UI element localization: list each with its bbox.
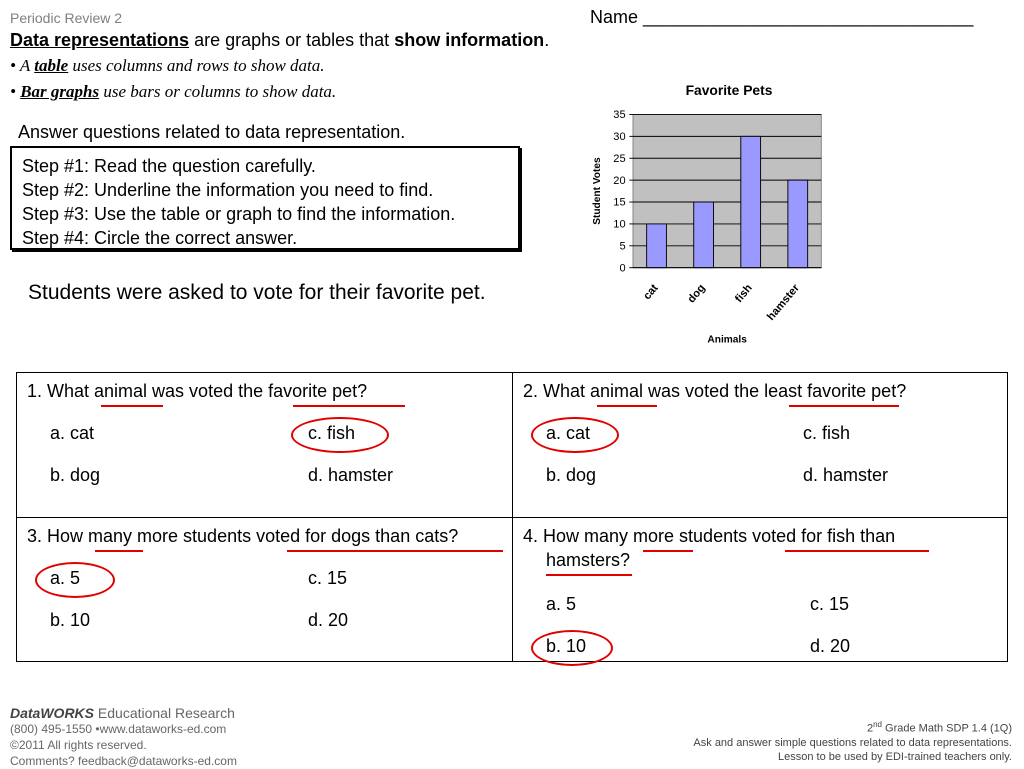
bullet-table bbox=[10, 56, 325, 76]
y-tick-label: 10 bbox=[613, 218, 626, 231]
chart-title: Favorite Pets bbox=[685, 82, 773, 99]
q1-option-c[interactable]: c. fish bbox=[308, 423, 356, 443]
bar-dog bbox=[694, 202, 714, 268]
y-tick-label: 0 bbox=[619, 262, 626, 275]
q4-option-b[interactable]: b. 10 bbox=[546, 636, 587, 656]
q2-option-d[interactable]: d. hamster bbox=[803, 465, 889, 485]
bar-fish bbox=[741, 136, 761, 267]
prompt: Students were asked to vote for their favorite pet. bbox=[28, 281, 486, 304]
instruction: Answer questions related to data representation. bbox=[18, 122, 406, 142]
bullet-prefix: • A bbox=[10, 56, 35, 75]
answer-circle bbox=[531, 630, 613, 666]
x-tick-label: fish bbox=[732, 282, 755, 305]
q3-option-a[interactable]: a. 5 bbox=[50, 568, 81, 588]
underline-mark bbox=[101, 405, 163, 407]
underline-mark bbox=[643, 550, 693, 552]
bullet-text: uses columns and rows to show data. bbox=[68, 56, 325, 75]
brand-name: DataWORKS bbox=[10, 705, 95, 721]
definition-term: Data representations bbox=[10, 30, 190, 50]
name-label: Name bbox=[590, 7, 639, 27]
bullet-term: Bar graphs bbox=[20, 82, 100, 101]
question-3-cell bbox=[17, 517, 512, 661]
bullet-text: use bars or columns to show data. bbox=[99, 82, 337, 101]
y-tick-label: 5 bbox=[619, 240, 626, 253]
underline-mark bbox=[287, 550, 503, 552]
footer-left bbox=[10, 705, 237, 769]
footer-grade bbox=[693, 718, 1012, 736]
footer-right bbox=[693, 718, 1012, 764]
step-3: Step #3: Use the table or graph to find the information. bbox=[22, 204, 456, 224]
name-blank: _________________________________ bbox=[643, 7, 974, 27]
bar-cat bbox=[647, 224, 667, 268]
y-tick-label: 25 bbox=[613, 152, 626, 165]
x-tick-label: cat bbox=[641, 282, 661, 303]
step-2: Step #2: Underline the information you need to find. bbox=[22, 180, 434, 200]
q3-option-b[interactable]: b. 10 bbox=[50, 610, 91, 630]
q2-option-a[interactable]: a. cat bbox=[546, 423, 591, 443]
x-tick-label: dog bbox=[685, 282, 708, 306]
underline-mark bbox=[293, 405, 405, 407]
step-4: Step #4: Circle the correct answer. bbox=[22, 228, 298, 248]
favorite-pets-chart bbox=[585, 66, 825, 366]
question-3-text: 3. How many more students voted for dogs than cats? bbox=[27, 526, 459, 546]
definition-emphasis: show information bbox=[394, 30, 545, 50]
step-1: Step #1: Read the question carefully. bbox=[22, 156, 316, 176]
question-2-cell bbox=[512, 373, 1007, 517]
question-1-text: 1. What animal was voted the favorite pet? bbox=[27, 381, 368, 401]
y-tick-label: 35 bbox=[613, 109, 626, 122]
question-1-cell bbox=[17, 373, 512, 517]
footer-copyright: ©2011 All rights reserved. bbox=[10, 738, 147, 752]
question-4-cell bbox=[512, 517, 1007, 661]
brand-rest: Educational Research bbox=[94, 705, 235, 721]
footer-line-3: Lesson to be used by EDI-trained teachers only. bbox=[778, 750, 1012, 763]
y-tick-label: 20 bbox=[613, 174, 626, 187]
steps-box bbox=[10, 146, 520, 250]
underline-mark bbox=[95, 550, 143, 552]
footer-contact: (800) 495-1550 •www.dataworks-ed.com bbox=[10, 722, 227, 736]
y-tick-label: 15 bbox=[613, 196, 626, 209]
y-axis-label: Student Votes bbox=[591, 157, 603, 225]
bar-hamster bbox=[788, 180, 808, 268]
bullet-prefix: • bbox=[10, 82, 21, 101]
q4-option-d[interactable]: d. 20 bbox=[810, 636, 851, 656]
grade-num: 2 bbox=[866, 722, 874, 735]
grade-sup: nd bbox=[873, 720, 882, 729]
definition-middle: are graphs or tables that bbox=[189, 30, 395, 50]
q3-option-c[interactable]: c. 15 bbox=[308, 568, 348, 588]
name-field[interactable] bbox=[590, 7, 973, 28]
q2-option-c[interactable]: c. fish bbox=[803, 423, 851, 443]
definition-end: . bbox=[544, 30, 550, 50]
q2-option-b[interactable]: b. dog bbox=[546, 465, 597, 485]
y-tick-label: 30 bbox=[613, 131, 626, 144]
series-label: Periodic Review 2 bbox=[10, 10, 123, 26]
question-grid bbox=[16, 372, 1008, 662]
x-axis-label: Animals bbox=[707, 334, 747, 346]
question-4-text: 4. How many more students voted for fish than bbox=[523, 526, 896, 546]
q1-option-b[interactable]: b. dog bbox=[50, 465, 101, 485]
q4-option-c[interactable]: c. 15 bbox=[810, 594, 850, 614]
footer-brand bbox=[10, 705, 237, 721]
underline-mark bbox=[546, 574, 632, 576]
x-tick-label: hamster bbox=[765, 282, 802, 323]
grade-rest: Grade Math SDP 1.4 (1Q) bbox=[881, 722, 1012, 735]
footer-line-2: Ask and answer simple questions related to data representations. bbox=[693, 736, 1012, 749]
question-2-text: 2. What animal was voted the least favorite pet? bbox=[523, 381, 907, 401]
footer-comments: Comments? feedback@dataworks-ed.com bbox=[10, 754, 237, 768]
answer-circle bbox=[35, 562, 115, 598]
bullet-term: table bbox=[34, 56, 69, 75]
underline-mark bbox=[785, 550, 929, 552]
underline-mark bbox=[597, 405, 657, 407]
answer-circle bbox=[291, 417, 389, 453]
q1-option-d[interactable]: d. hamster bbox=[308, 465, 394, 485]
definition bbox=[10, 30, 549, 51]
question-4-text-cont: hamsters? bbox=[546, 550, 631, 570]
q1-option-a[interactable]: a. cat bbox=[50, 423, 95, 443]
answer-circle bbox=[531, 417, 619, 453]
q4-option-a[interactable]: a. 5 bbox=[546, 594, 577, 614]
q3-option-d[interactable]: d. 20 bbox=[308, 610, 349, 630]
bullet-bar-graphs bbox=[10, 82, 336, 102]
underline-mark bbox=[789, 405, 899, 407]
